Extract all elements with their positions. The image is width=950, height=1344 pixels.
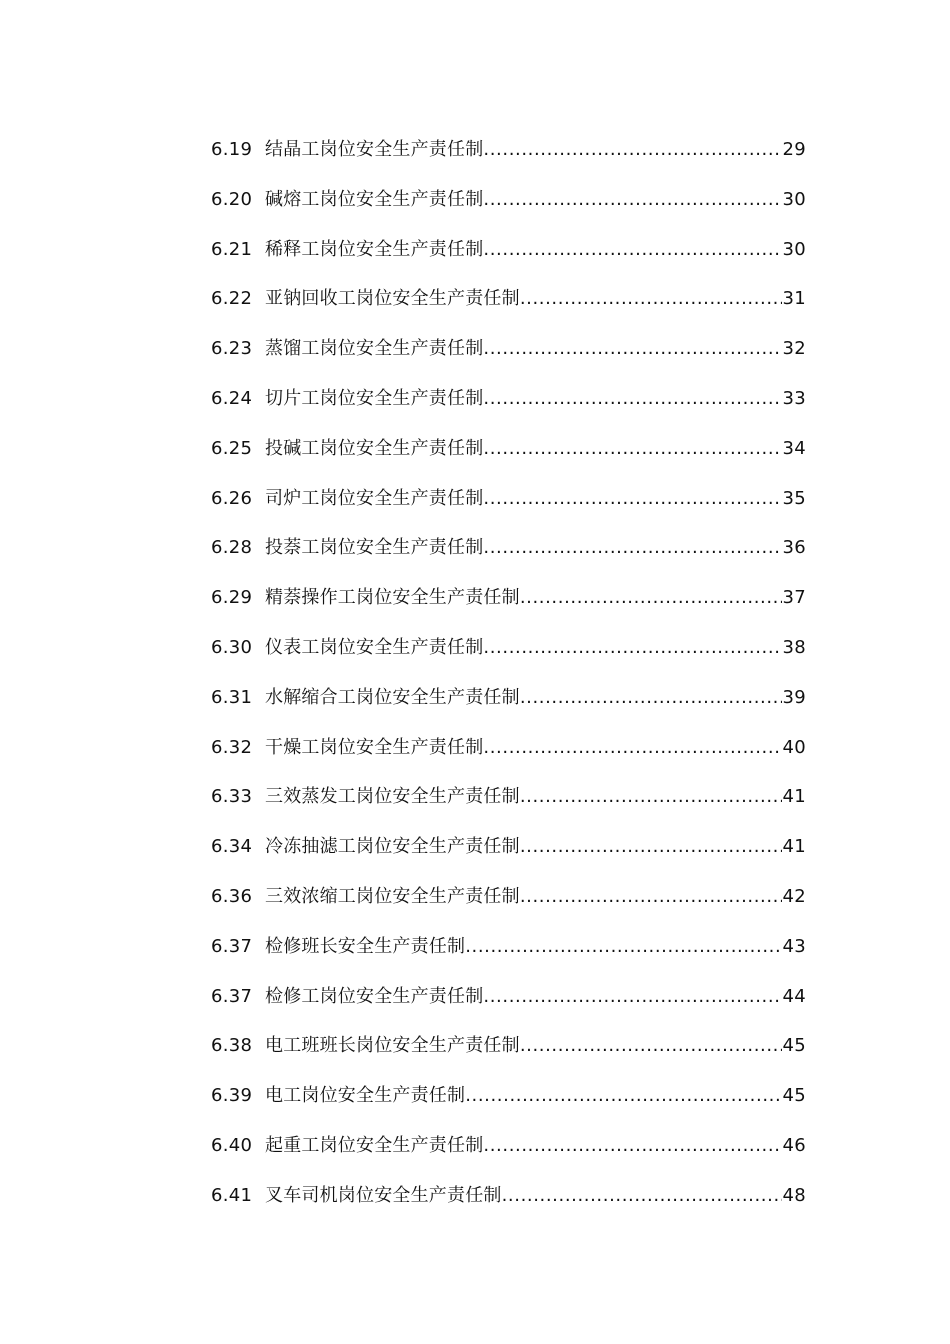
toc-entry-title: 亚钠回收工岗位安全生产责任制 <box>265 288 520 310</box>
toc-entry-page: 39 <box>782 686 806 708</box>
toc-dot-leader <box>483 186 782 214</box>
toc-entry-number: 6.26 <box>211 487 253 509</box>
toc-dot-leader <box>483 534 782 562</box>
toc-dot-leader <box>483 136 782 164</box>
toc-entry-number: 6.37 <box>211 935 253 957</box>
toc-entry-page: 40 <box>782 736 806 758</box>
toc-entry[interactable] <box>211 285 806 335</box>
toc-dot-leader <box>465 933 782 961</box>
toc-entry-page: 35 <box>782 487 806 509</box>
toc-entry-number: 6.41 <box>211 1184 253 1206</box>
toc-entry-title: 稀释工岗位安全生产责任制 <box>265 238 484 260</box>
toc-entry-number: 6.23 <box>211 338 253 360</box>
toc-entry[interactable] <box>211 335 806 385</box>
toc-entry[interactable] <box>211 734 806 784</box>
toc-entry-number: 6.37 <box>211 985 253 1007</box>
toc-entry[interactable] <box>211 1182 806 1232</box>
toc-entry[interactable] <box>211 634 806 684</box>
toc-entry[interactable] <box>211 485 806 535</box>
toc-entry-title: 切片工岗位安全生产责任制 <box>265 387 484 409</box>
toc-entry[interactable] <box>211 783 806 833</box>
toc-dot-leader <box>520 833 783 861</box>
toc-entry-title: 投碱工岗位安全生产责任制 <box>265 437 484 459</box>
toc-dot-leader <box>483 385 782 413</box>
toc-entry-page: 45 <box>782 1085 806 1107</box>
toc-entry[interactable] <box>211 1082 806 1132</box>
toc-entry[interactable] <box>211 186 806 236</box>
toc-entry-number: 6.31 <box>211 686 253 708</box>
toc-entry[interactable] <box>211 136 806 186</box>
toc-entry-title: 水解缩合工岗位安全生产责任制 <box>265 686 520 708</box>
toc-entry[interactable] <box>211 385 806 435</box>
toc-entry[interactable] <box>211 584 806 634</box>
toc-entry[interactable] <box>211 684 806 734</box>
toc-entry-title: 碱熔工岗位安全生产责任制 <box>265 188 484 210</box>
toc-entry-number: 6.36 <box>211 885 253 907</box>
toc-entry-number: 6.22 <box>211 288 253 310</box>
toc-entry-number: 6.21 <box>211 238 253 260</box>
toc-dot-leader <box>483 1132 782 1160</box>
toc-dot-leader <box>483 983 782 1011</box>
toc-entry-page: 42 <box>782 885 806 907</box>
toc-dot-leader <box>520 1032 783 1060</box>
toc-entry-number: 6.19 <box>211 139 253 160</box>
toc-entry-title: 电工岗位安全生产责任制 <box>265 1085 466 1107</box>
toc-entry-title: 冷冻抽滤工岗位安全生产责任制 <box>265 836 520 858</box>
table-of-contents <box>211 136 806 1232</box>
toc-entry-title: 起重工岗位安全生产责任制 <box>265 1134 484 1156</box>
toc-dot-leader <box>483 435 782 463</box>
toc-entry-title: 三效蒸发工岗位安全生产责任制 <box>265 786 520 808</box>
toc-entry-page: 41 <box>782 786 806 808</box>
toc-entry-page: 30 <box>782 188 806 210</box>
toc-entry-title: 检修工岗位安全生产责任制 <box>265 985 484 1007</box>
toc-dot-leader <box>520 285 783 313</box>
toc-entry-title: 叉车司机岗位安全生产责任制 <box>265 1184 502 1206</box>
toc-entry-title: 电工班班长岗位安全生产责任制 <box>265 1035 520 1057</box>
toc-entry-title: 仪表工岗位安全生产责任制 <box>265 636 484 658</box>
toc-dot-leader <box>483 634 782 662</box>
toc-dot-leader <box>483 335 782 363</box>
toc-entry-number: 6.28 <box>211 537 253 559</box>
toc-entry[interactable] <box>211 883 806 933</box>
toc-entry[interactable] <box>211 1032 806 1082</box>
toc-entry-title: 干燥工岗位安全生产责任制 <box>265 736 484 758</box>
toc-entry-number: 6.34 <box>211 836 253 858</box>
toc-entry-number: 6.32 <box>211 736 253 758</box>
toc-dot-leader <box>520 684 783 712</box>
toc-entry-page: 37 <box>782 587 806 609</box>
toc-dot-leader <box>520 584 783 612</box>
toc-entry-page: 38 <box>782 636 806 658</box>
toc-dot-leader <box>483 485 782 513</box>
toc-entry-page: 34 <box>782 437 806 459</box>
toc-entry-number: 6.38 <box>211 1035 253 1057</box>
toc-entry[interactable] <box>211 1132 806 1182</box>
toc-dot-leader <box>483 236 782 264</box>
toc-entry-number: 6.29 <box>211 587 253 609</box>
toc-entry-page: 32 <box>782 338 806 360</box>
toc-entry-number: 6.33 <box>211 786 253 808</box>
toc-entry-title: 蒸馏工岗位安全生产责任制 <box>265 338 484 360</box>
toc-entry-page: 30 <box>782 238 806 260</box>
toc-entry-page: 36 <box>782 537 806 559</box>
toc-entry-title: 投萘工岗位安全生产责任制 <box>265 537 484 559</box>
toc-entry-title: 结晶工岗位安全生产责任制 <box>265 139 484 160</box>
toc-entry-page: 33 <box>782 387 806 409</box>
toc-entry-page: 31 <box>782 288 806 310</box>
toc-dot-leader <box>502 1182 783 1210</box>
toc-entry[interactable] <box>211 933 806 983</box>
toc-entry-number: 6.24 <box>211 387 253 409</box>
toc-entry-page: 46 <box>782 1134 806 1156</box>
toc-entry-page: 48 <box>782 1184 806 1206</box>
toc-dot-leader <box>465 1082 782 1110</box>
toc-entry-number: 6.20 <box>211 188 253 210</box>
toc-entry[interactable] <box>211 534 806 584</box>
toc-entry-page: 44 <box>782 985 806 1007</box>
toc-entry-number: 6.30 <box>211 636 253 658</box>
toc-entry-number: 6.39 <box>211 1085 253 1107</box>
toc-entry[interactable] <box>211 435 806 485</box>
toc-entry[interactable] <box>211 236 806 286</box>
toc-entry-page: 45 <box>782 1035 806 1057</box>
toc-entry-title: 三效浓缩工岗位安全生产责任制 <box>265 885 520 907</box>
toc-entry[interactable] <box>211 833 806 883</box>
toc-dot-leader <box>483 734 782 762</box>
toc-entry-page: 41 <box>782 836 806 858</box>
toc-entry-page: 43 <box>782 935 806 957</box>
toc-entry[interactable] <box>211 983 806 1033</box>
toc-entry-title: 精萘操作工岗位安全生产责任制 <box>265 587 520 609</box>
toc-dot-leader <box>520 783 783 811</box>
toc-entry-title: 司炉工岗位安全生产责任制 <box>265 487 484 509</box>
toc-entry-title: 检修班长安全生产责任制 <box>265 935 466 957</box>
toc-dot-leader <box>520 883 783 911</box>
toc-entry-page: 29 <box>782 139 806 160</box>
toc-entry-number: 6.40 <box>211 1134 253 1156</box>
toc-entry-number: 6.25 <box>211 437 253 459</box>
